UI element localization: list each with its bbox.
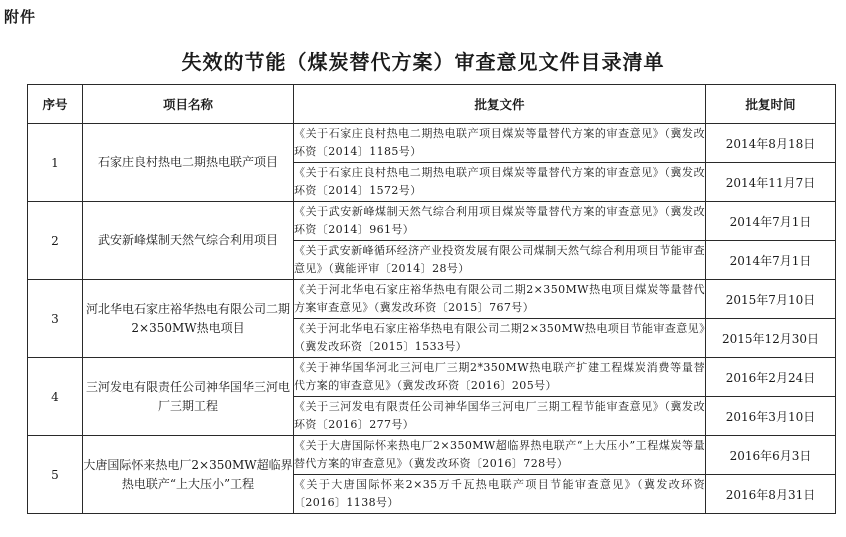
- row-approval-doc: 《关于河北华电石家庄裕华热电有限公司二期2×350MW热电项目煤炭等量替代方案审查意见》（冀发改环资〔2015〕767号）: [294, 280, 706, 319]
- row-seq: 3: [28, 280, 83, 358]
- row-project-name: 石家庄良村热电二期热电联产项目: [83, 124, 294, 202]
- table-row: [28, 436, 836, 475]
- document-list-table: [27, 84, 836, 514]
- header-approval-doc: 批复文件: [294, 85, 706, 124]
- row-approval-time: 2016年6月3日: [706, 436, 836, 475]
- header-seq: 序号: [28, 85, 83, 124]
- row-approval-doc: 《关于神华国华河北三河电厂三期2*350MW热电联产扩建工程煤炭消费等量替代方案的审查意见》（冀发改环资〔2016〕205号）: [294, 358, 706, 397]
- row-approval-doc: 《关于大唐国际怀来2×35万千瓦热电联产项目节能审查意见》（冀发改环资〔2016〕1138号）: [294, 475, 706, 514]
- document-title: 失效的节能（煤炭替代方案）审查意见文件目录清单: [181, 50, 665, 74]
- row-approval-doc: 《关于大唐国际怀来热电厂2×350MW超临界热电联产“上大压小”工程煤炭等量替代方案的审查意见》（冀发改环资〔2016〕728号）: [294, 436, 706, 475]
- table-row: [28, 280, 836, 319]
- row-seq: 2: [28, 202, 83, 280]
- row-approval-time: 2014年11月7日: [706, 163, 836, 202]
- row-approval-doc: 《关于武安新峰煤制天然气综合利用项目煤炭等量替代方案的审查意见》（冀发改环资〔2014〕961号）: [294, 202, 706, 241]
- table-row: [28, 124, 836, 163]
- row-project-name: 武安新峰煤制天然气综合利用项目: [83, 202, 294, 280]
- row-approval-time: 2015年12月30日: [706, 319, 836, 358]
- row-approval-doc: 《关于河北华电石家庄裕华热电有限公司二期2×350MW热电项目节能审查意见》（冀发改环资〔2015〕1533号）: [294, 319, 706, 358]
- row-approval-doc: 《关于三河发电有限责任公司神华国华三河电厂三期工程节能审查意见》（冀发改环资〔2016〕277号）: [294, 397, 706, 436]
- row-project-name: 河北华电石家庄裕华热电有限公司二期2×350MW热电项目: [83, 280, 294, 358]
- header-project-name: 项目名称: [83, 85, 294, 124]
- row-seq: 4: [28, 358, 83, 436]
- table-row: [28, 358, 836, 397]
- row-approval-doc: 《关于石家庄良村热电二期热电联产项目煤炭等量替代方案的审查意见》（冀发改环资〔2014〕1185号）: [294, 124, 706, 163]
- row-approval-doc: 《关于武安新峰循环经济产业投资发展有限公司煤制天然气综合利用项目节能审查意见》（冀能评审〔2014〕28号）: [294, 241, 706, 280]
- annex-label: 附件: [4, 8, 37, 26]
- row-approval-time: 2014年7月1日: [706, 202, 836, 241]
- row-approval-time: 2016年3月10日: [706, 397, 836, 436]
- row-seq: 1: [28, 124, 83, 202]
- row-approval-doc: 《关于石家庄良村热电二期热电联产项目煤炭等量替代方案的审查意见》（冀发改环资〔2014〕1572号）: [294, 163, 706, 202]
- row-project-name: 三河发电有限责任公司神华国华三河电厂三期工程: [83, 358, 294, 436]
- row-approval-time: 2014年8月18日: [706, 124, 836, 163]
- table-row: [28, 202, 836, 241]
- header-approval-time: 批复时间: [706, 85, 836, 124]
- row-seq: 5: [28, 436, 83, 514]
- row-approval-time: 2014年7月1日: [706, 241, 836, 280]
- row-approval-time: 2015年7月10日: [706, 280, 836, 319]
- row-approval-time: 2016年8月31日: [706, 475, 836, 514]
- row-project-name: 大唐国际怀来热电厂2×350MW超临界热电联产“上大压小”工程: [83, 436, 294, 514]
- row-approval-time: 2016年2月24日: [706, 358, 836, 397]
- table-header-row: [28, 85, 836, 124]
